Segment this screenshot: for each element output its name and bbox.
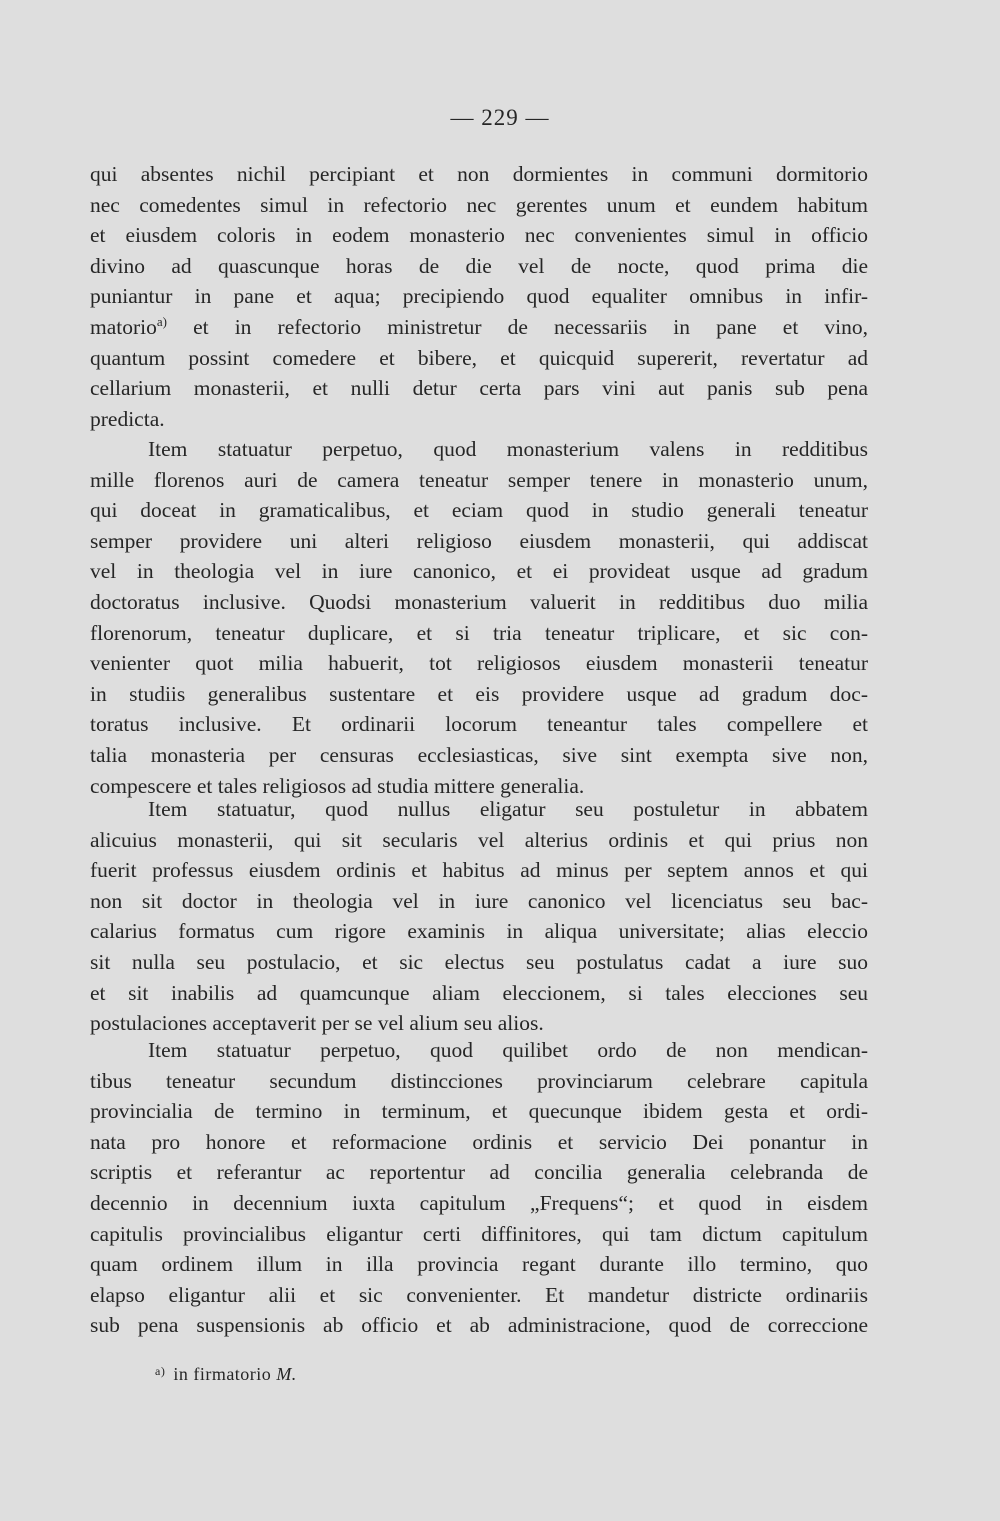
footnote-reference: a) xyxy=(156,313,167,329)
text-line: puniantur in pane et aqua; precipiendo quod equaliter omnibus in infir- xyxy=(90,284,868,309)
text-line: toratus inclusive. Et ordinarii locorum teneantur tales compellere et xyxy=(90,712,868,737)
text-fragment: matorio xyxy=(90,314,157,339)
text-line: semper providere uni alteri religioso eiusdem monasterii, qui addiscat xyxy=(90,528,868,553)
text-line: calarius formatus cum rigore examinis in aliqua universitate; alias eleccio xyxy=(90,919,868,944)
text-line: capitulis provincialibus eligantur certi diffinitores, qui tam dictum capitulum xyxy=(90,1221,868,1246)
text-line: fuerit professus eiusdem ordinis et habitus ad minus per septem annos et qui xyxy=(90,858,868,883)
text-line: Item statuatur perpetuo, quod monasterium valens in redditibus xyxy=(148,437,868,461)
paragraph xyxy=(90,434,868,801)
text-line: quam ordinem illum in illa provincia regant durante illo termino, quo xyxy=(90,1252,868,1277)
footnote-siglum: M. xyxy=(276,1364,297,1384)
text-line: cellarium monasterii, et nulli detur certa pars vini aut panis sub pena xyxy=(90,376,868,401)
paragraph-continuation xyxy=(90,159,868,434)
text-line: tibus teneatur secundum distincciones provinciarum celebrare capitula xyxy=(90,1068,868,1093)
text-line: nata pro honore et reformacione ordinis et servicio Dei ponantur in xyxy=(90,1129,868,1154)
footnote-text: in firmatorio xyxy=(173,1364,272,1384)
text-line: florenorum, teneatur duplicare, et si tria teneatur triplicare, et sic con- xyxy=(90,620,868,645)
text-line: provincialia de termino in terminum, et quecunque ibidem gesta et ordi- xyxy=(90,1099,868,1124)
text-line: quantum possint comedere et bibere, et quicquid supererit, revertatur ad xyxy=(90,345,868,370)
text-line: Item statuatur, quod nullus eligatur seu postuletur in abbatem xyxy=(148,797,868,821)
text-line: sit nulla seu postulacio, et sic electus seu postulatus cadat a iure suo xyxy=(90,949,868,974)
text-line: in studiis generalibus sustentare et eis providere usque ad gradum doc- xyxy=(90,681,868,706)
text-line: decennio in decennium iuxta capitulum „Frequens“; et quod in eisdem xyxy=(90,1190,868,1215)
text-line: nec comedentes simul in refectorio nec gerentes unum et eundem habitum xyxy=(90,192,868,217)
text-line: postulaciones acceptaverit per se vel alium seu alios. xyxy=(90,1011,544,1036)
footnote xyxy=(155,1364,297,1385)
page-number: — 229 — xyxy=(450,105,550,130)
text-line: alicuius monasterii, qui sit secularis vel alterius ordinis et qui prius non xyxy=(90,827,868,852)
text-line: mille florenos auri de camera teneatur semper tenere in monasterio unum, xyxy=(90,467,868,492)
text-line: non sit doctor in theologia vel in iure canonico vel licenciatus seu bac- xyxy=(90,888,868,913)
text-line: Item statuatur perpetuo, quod quilibet ordo de non mendican- xyxy=(148,1038,868,1062)
text-line: talia monasteria per censuras ecclesiasticas, sive sint exempta sive non, xyxy=(90,742,868,767)
text-line: elapso eligantur alii et sic convenienter. Et mandetur districte ordinariis xyxy=(90,1282,868,1307)
text-line: doctoratus inclusive. Quodsi monasterium valuerit in redditibus duo milia xyxy=(90,589,868,614)
text-line: venienter quot milia habuerit, tot religiosos eiusdem monasterii teneatur xyxy=(90,651,868,676)
paragraph xyxy=(90,1035,868,1341)
text-line: et eiusdem coloris in eodem monasterio nec convenientes simul in officio xyxy=(90,223,868,248)
text-line: scriptis et referantur ac reportentur ad concilia generalia celebranda de xyxy=(90,1160,868,1185)
text-line: sub pena suspensionis ab officio et ab administracione, quod de correccione xyxy=(90,1313,868,1338)
text-line: qui doceat in gramaticalibus, et eciam quod in studio generali teneatur xyxy=(90,498,868,523)
text-line: vel in theologia vel in iure canonico, et ei provideat usque ad gradum xyxy=(90,559,868,584)
text-line: compescere et tales religiosos ad studia mittere generalia. xyxy=(90,773,585,798)
text-line-with-footnote-ref xyxy=(90,312,868,343)
footnote-mark: a) xyxy=(155,1364,166,1378)
paragraph xyxy=(90,794,868,1039)
text-line: predicta. xyxy=(90,406,165,431)
text-line: divino ad quascunque horas de die vel de nocte, quod prima die xyxy=(90,253,868,278)
text-fragment: et in refectorio ministretur de necessariis in pane et vino, xyxy=(193,314,869,339)
text-line: qui absentes nichil percipiant et non dormientes in communi dormitorio xyxy=(90,162,868,186)
text-line: et sit inabilis ad quamcunque aliam eleccionem, si tales elecciones seu xyxy=(90,980,868,1005)
